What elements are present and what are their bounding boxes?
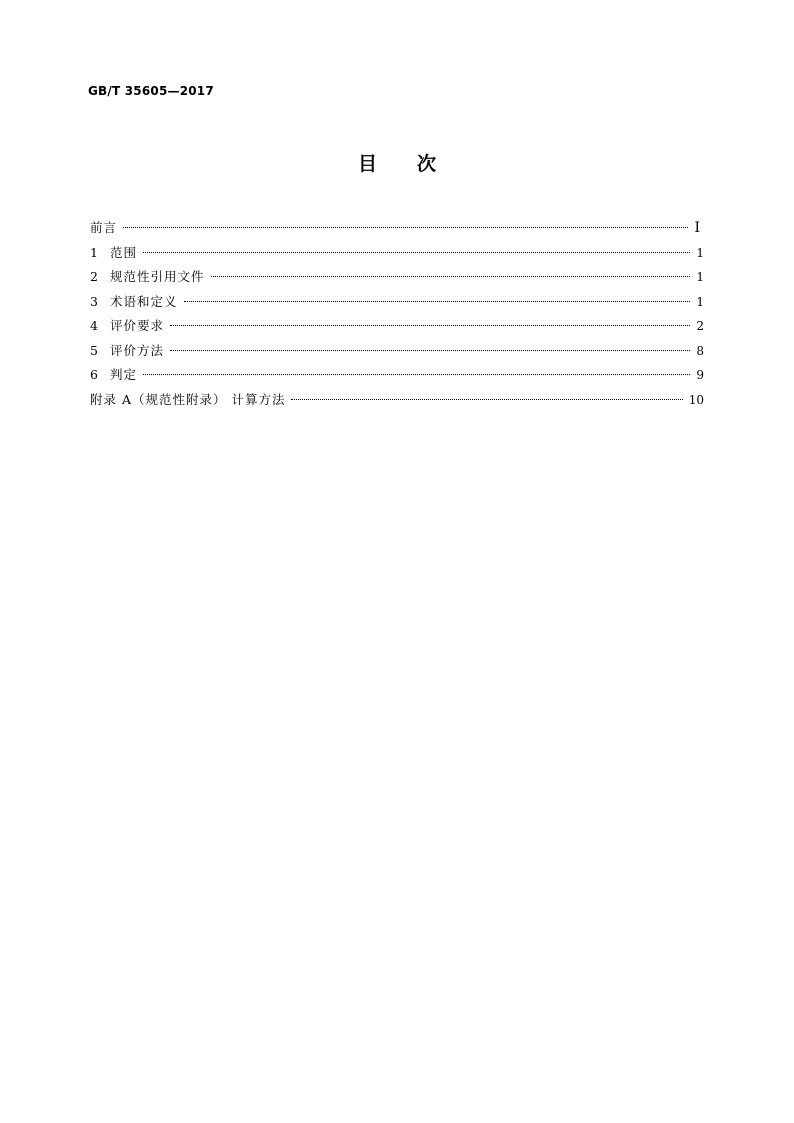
dot-leader <box>291 399 682 400</box>
dot-leader <box>143 252 690 253</box>
dot-leader <box>170 350 690 351</box>
toc-entry-terms-definitions[interactable] <box>90 290 704 315</box>
title-char-2: 次 <box>417 153 437 175</box>
toc-entry-normative-references[interactable] <box>90 265 704 290</box>
toc-entry-number: 3 <box>90 293 98 309</box>
toc-entry-page: 1 <box>696 245 704 260</box>
dot-leader <box>123 227 688 228</box>
toc-entry-number: 2 <box>90 269 98 284</box>
dot-leader <box>170 325 690 326</box>
toc-entry-page: I <box>694 220 700 236</box>
toc-entry-label: 评价方法 <box>110 342 165 358</box>
toc-entry-label: 规范性引用文件 <box>110 269 205 284</box>
toc-entry-label: 判定 <box>110 367 138 382</box>
toc-entry-page: 10 <box>688 392 704 407</box>
toc-entry-label: 评价要求 <box>110 318 165 333</box>
toc-entry-number: 5 <box>90 342 98 358</box>
toc-entry-label: 范围 <box>110 244 138 260</box>
toc-entry-page: 8 <box>696 343 704 358</box>
toc-entry-page: 2 <box>696 319 704 333</box>
toc-entry-evaluation-methods[interactable] <box>90 339 704 364</box>
toc-entry-annex-a[interactable] <box>90 388 704 413</box>
table-of-contents <box>90 216 704 412</box>
title-char-1: 目 <box>357 153 377 175</box>
dot-leader <box>143 374 690 375</box>
toc-entry-number: 4 <box>90 318 98 333</box>
toc-entry-label: 术语和定义 <box>110 293 178 309</box>
toc-entry-foreword[interactable] <box>90 216 704 241</box>
page-title <box>0 150 794 178</box>
toc-entry-page: 1 <box>696 294 704 309</box>
toc-entry-judgment[interactable] <box>90 363 704 388</box>
toc-entry-page: 1 <box>696 270 704 284</box>
toc-entry-evaluation-requirements[interactable] <box>90 314 704 339</box>
toc-entry-label: 附录 A（规范性附录） 计算方法 <box>90 391 286 407</box>
toc-entry-page: 9 <box>696 368 704 382</box>
toc-entry-number: 1 <box>90 244 98 260</box>
toc-entry-number: 6 <box>90 367 98 382</box>
toc-entry-scope[interactable] <box>90 241 704 266</box>
dot-leader <box>184 301 691 302</box>
toc-entry-label: 前言 <box>90 220 118 235</box>
standard-code: GB/T 35605—2017 <box>88 84 214 98</box>
dot-leader <box>211 276 691 277</box>
